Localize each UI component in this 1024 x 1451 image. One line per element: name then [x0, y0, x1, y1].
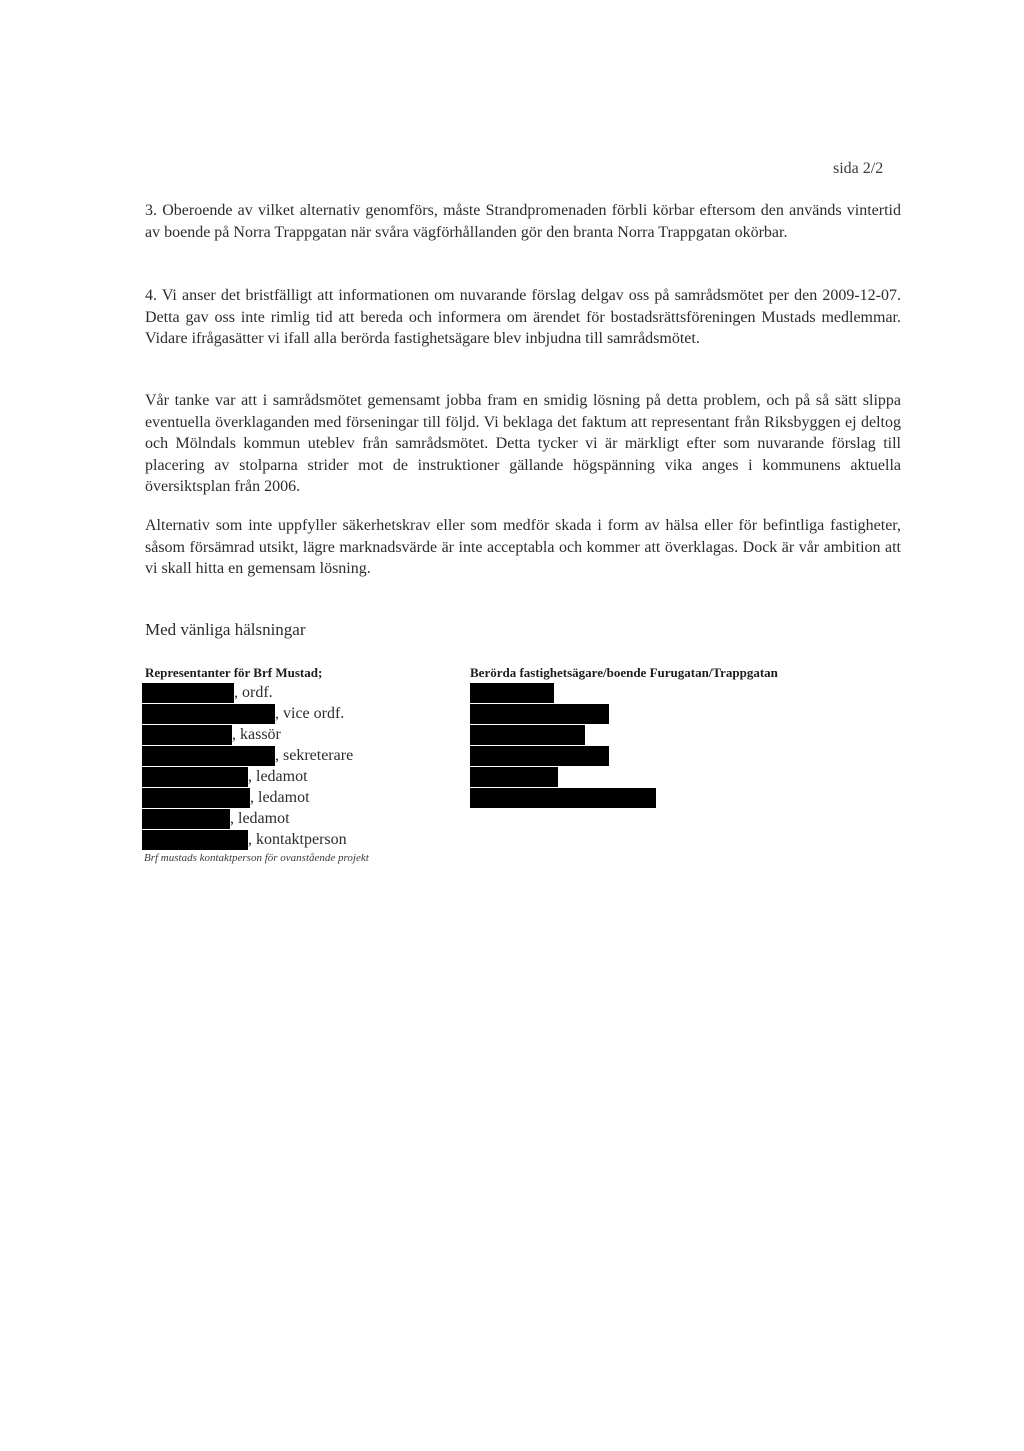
redacted-name	[470, 725, 585, 745]
redacted-name	[470, 704, 609, 724]
paragraph-point-4: 4. Vi anser det bristfälligt att informationen om nuvarande förslag delgav oss på samrådsmötet per den 2009-12-07. Detta gav oss inte rimlig tid att bereda och informera om ärendet för bostadsrättsföreningen Mustads medlemmar. Vidare ifrågasätter vi ifall alla berörda fastighetsägare blev inbjudna till samrådsmötet.	[145, 287, 901, 347]
signatory-role: , ledamot	[250, 788, 310, 806]
redacted-name	[470, 788, 656, 808]
signatory-row	[142, 829, 347, 850]
page-number: sida 2/2	[833, 160, 884, 177]
right-signature-heading: Berörda fastighetsägare/boende Furugatan/Trappgatan	[470, 665, 778, 680]
signatory-row	[142, 808, 290, 829]
signatory-role: , ledamot	[230, 809, 290, 827]
closing-greeting: Med vänliga hälsningar	[145, 620, 306, 639]
signatory-row	[142, 724, 281, 745]
signatory-row	[142, 703, 344, 724]
paragraph-meeting-intent: Vår tanke var att i samrådsmötet gemensamt jobba fram en smidig lösning på detta problem, och på så sätt slippa eventuella överklaganden med förseningar till följd. Vi beklaga det faktum att representant från Riksbyggen ej deltog och Mölndals kommun uteblev från samrådsmötet. Detta tycker vi är märkligt efter som nuvarande förslag till placering av stolparna strider mot de instruktioner gällande högspänning vika anges i kommunens aktuella översiktsplan från 2006.	[145, 392, 901, 495]
signatory-role: , ledamot	[248, 767, 308, 785]
signatory-row	[142, 787, 310, 808]
signatory-role: , sekreterare	[275, 746, 354, 764]
signatory-row	[142, 682, 273, 703]
redacted-name	[470, 683, 554, 703]
signatory-role: , vice ordf.	[275, 704, 345, 722]
redacted-name	[142, 767, 248, 787]
redacted-name	[142, 725, 232, 745]
redacted-name	[142, 809, 230, 829]
left-signature-heading: Representanter för Brf Mustad;	[145, 665, 323, 680]
signatory-role: , ordf.	[234, 683, 273, 701]
signatory-row	[142, 745, 353, 766]
redacted-name	[142, 704, 275, 724]
contact-footnote: Brf mustads kontaktperson för ovanstående projekt	[144, 852, 369, 864]
paragraph-point-3: 3. Oberoende av vilket alternativ genomförs, måste Strandpromenaden förbli körbar eftersom den används vintertid av boende på Norra Trappgatan när svåra vägförhållanden gör den branta Norra Trappgatan okörbar.	[145, 202, 901, 241]
redacted-name	[142, 788, 250, 808]
signatory-role: , kassör	[232, 725, 281, 743]
redacted-name	[142, 683, 234, 703]
redacted-name	[470, 767, 558, 787]
redacted-name	[470, 746, 609, 766]
redacted-name	[142, 830, 248, 850]
redacted-name	[142, 746, 275, 766]
signatory-role: , kontaktperson	[248, 830, 347, 848]
paragraph-alternatives: Alternativ som inte uppfyller säkerhetskrav eller som medför skada i form av hälsa eller för befintliga fastigheter, såsom försämrad utsikt, lägre marknadsvärde är inte acceptabla och kommer att överklagas. Dock är vår ambition att vi skall hitta en gemensam lösning.	[145, 517, 901, 577]
signatory-row	[142, 766, 308, 787]
